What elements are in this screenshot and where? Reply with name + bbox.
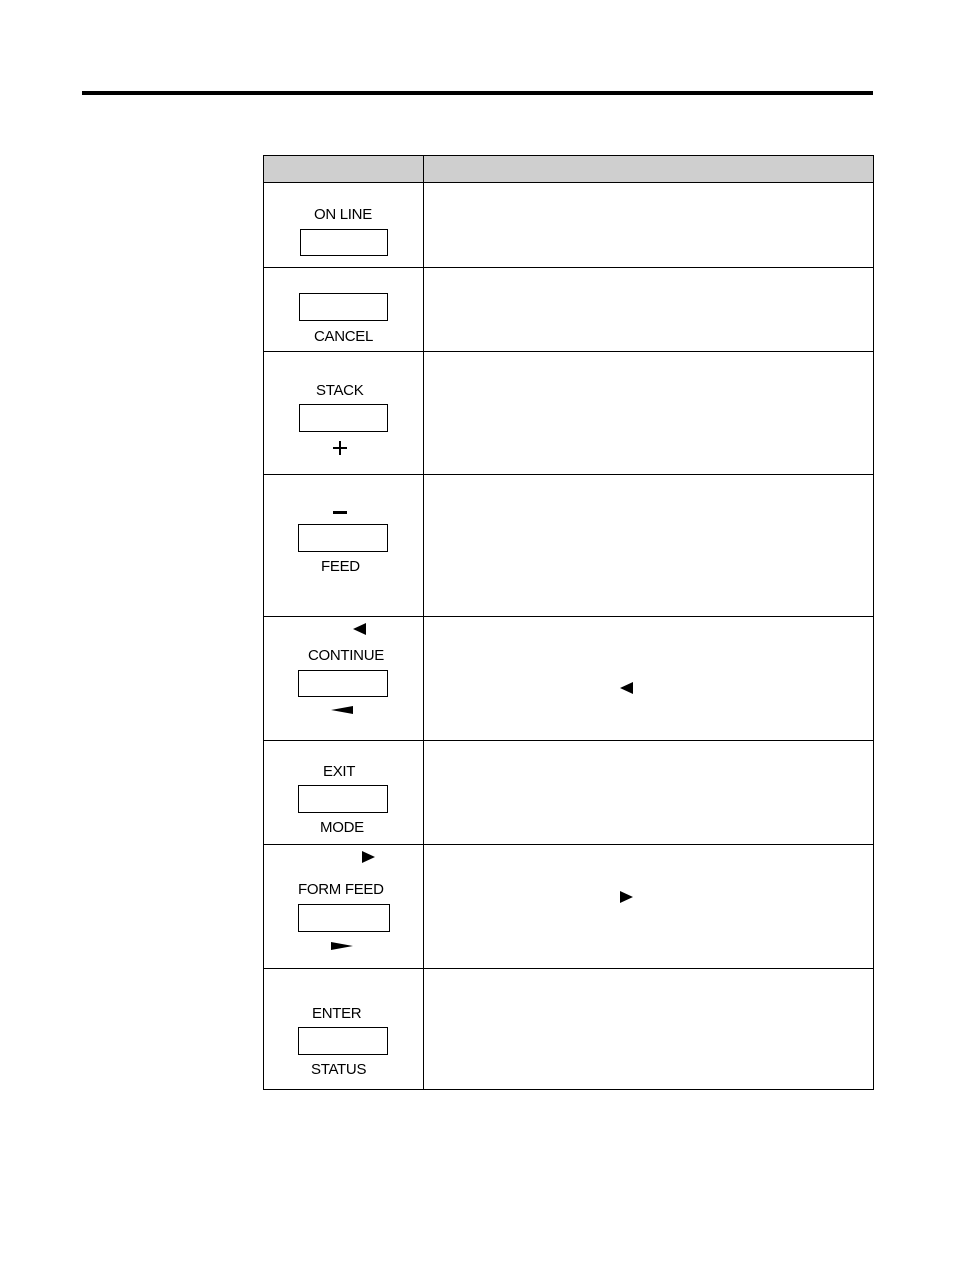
status-key-label: STATUS	[311, 1061, 367, 1078]
table-row-feed	[264, 475, 873, 617]
table-row-cancel	[264, 268, 873, 352]
feed-button[interactable]	[298, 524, 388, 552]
left-arrow-icon	[353, 623, 366, 635]
continue-button[interactable]	[298, 670, 388, 697]
description-cell	[424, 845, 873, 968]
left-arrow-icon	[620, 682, 633, 694]
description-cell	[424, 741, 873, 844]
plus-icon	[333, 441, 347, 455]
online-key-label: ON LINE	[314, 206, 372, 223]
description-cell	[424, 475, 873, 616]
cancel-button[interactable]	[299, 293, 388, 321]
left-arrow-icon	[331, 706, 353, 714]
exit-key-label: EXIT	[323, 763, 356, 780]
right-arrow-icon	[362, 851, 375, 863]
table-row-form-feed	[264, 845, 873, 969]
description-cell	[424, 183, 873, 267]
key-cell	[264, 352, 423, 474]
key-cell	[264, 475, 423, 616]
table-row-exit-mode	[264, 741, 873, 845]
key-cell	[264, 268, 423, 351]
key-cell	[264, 845, 423, 968]
stack-key-label: STACK	[316, 382, 364, 399]
control-panel-key-table	[263, 155, 874, 1090]
table-header	[264, 156, 873, 183]
right-arrow-icon	[620, 891, 633, 903]
cancel-key-label: CANCEL	[314, 328, 374, 345]
key-cell	[264, 183, 423, 267]
description-cell	[424, 617, 873, 740]
feed-key-label: FEED	[321, 558, 360, 575]
mode-key-label: MODE	[320, 819, 364, 836]
table-row-stack	[264, 352, 873, 475]
continue-key-label: CONTINUE	[308, 647, 384, 664]
right-arrow-icon	[331, 942, 353, 950]
key-cell	[264, 617, 423, 740]
table-row-enter-status	[264, 969, 873, 1089]
form-feed-key-label: FORM FEED	[298, 881, 384, 898]
enter-status-button[interactable]	[298, 1027, 388, 1055]
stack-button[interactable]	[299, 404, 388, 432]
table-row-continue	[264, 617, 873, 741]
description-cell	[424, 969, 873, 1089]
description-cell	[424, 268, 873, 351]
online-button[interactable]	[300, 229, 388, 256]
enter-key-label: ENTER	[312, 1005, 362, 1022]
exit-mode-button[interactable]	[298, 785, 388, 813]
description-cell	[424, 352, 873, 474]
header-rule	[82, 91, 873, 95]
table-row-online	[264, 183, 873, 268]
form-feed-button[interactable]	[298, 904, 390, 932]
key-cell	[264, 969, 423, 1089]
minus-icon	[333, 511, 347, 514]
key-cell	[264, 741, 423, 844]
